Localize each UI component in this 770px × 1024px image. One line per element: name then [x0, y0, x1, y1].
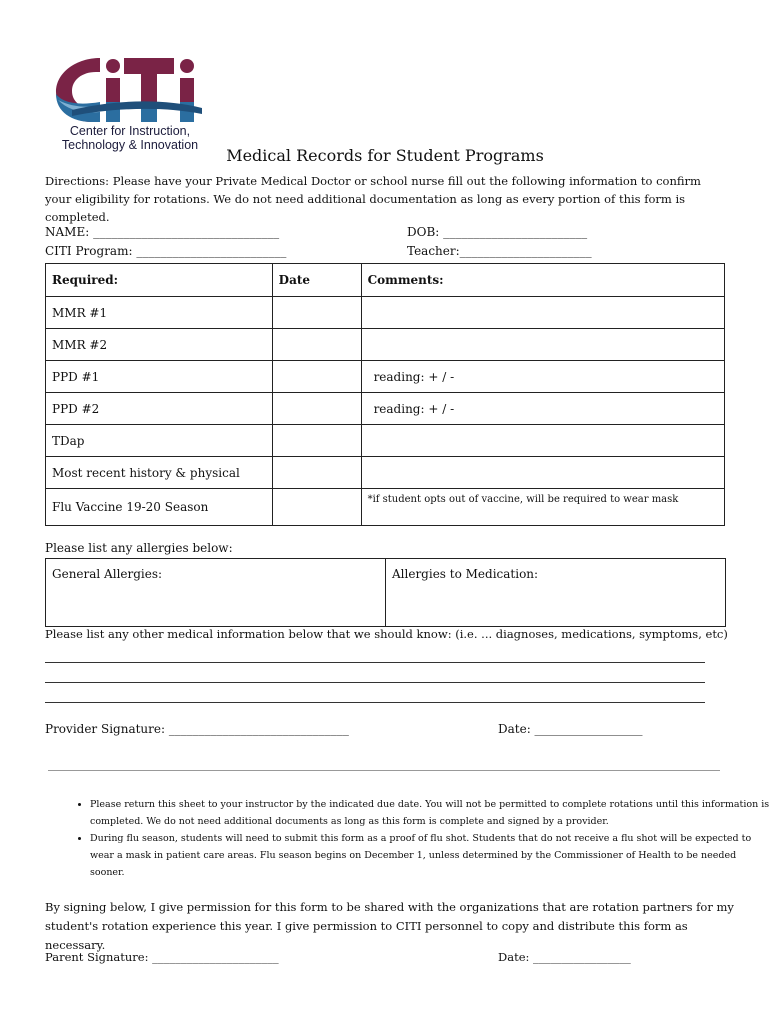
allergies-prompt: Please list any allergies below: — [45, 541, 233, 555]
teacher-field[interactable]: Teacher:______________________ — [407, 244, 592, 258]
date-cell[interactable] — [272, 457, 361, 489]
consent-text: By signing below, I give permission for this form to be shared with the organizations that are rotation partners for my student's rotation experience this year. I give permission to CITI personnel to copy and distribute this form as necessary. — [45, 900, 734, 952]
tagline-line-2: Technology & Innovation — [61, 138, 199, 152]
tagline-line-1: Center for Instruction, — [69, 124, 191, 138]
requirement-label: Most recent history & physical — [46, 457, 273, 489]
requirement-label: MMR #2 — [46, 329, 273, 361]
table-row — [46, 361, 725, 393]
comment-cell[interactable] — [361, 425, 724, 457]
requirement-label: MMR #1 — [46, 297, 273, 329]
table-header-row — [46, 264, 725, 297]
parent-date-field[interactable]: Date: _________________ — [498, 950, 631, 964]
date-cell[interactable] — [272, 361, 361, 393]
requirement-label: PPD #2 — [46, 393, 273, 425]
comment-cell[interactable] — [361, 329, 724, 361]
date-cell[interactable] — [272, 393, 361, 425]
table-row — [46, 297, 725, 329]
allergies-box — [45, 558, 726, 627]
comment-cell[interactable] — [361, 297, 724, 329]
header-required: Required: — [46, 264, 273, 297]
note-item: • During flu season, students will need to submit this form as a proof of flu shot. Students that do not receive a flu shot will be expected to wear a mask in patient care areas. Flu season begins on December 1, unless determined by the Commissioner of Health to be needed sooner. — [90, 830, 770, 881]
parent-signature-field[interactable]: Parent Signature: ______________________ — [45, 950, 279, 964]
blank-line[interactable] — [45, 665, 705, 683]
medication-allergies-field[interactable] — [386, 559, 725, 626]
provider-date-field[interactable]: Date: __________________ — [498, 722, 643, 736]
comment-cell[interactable]: reading: + / - — [361, 361, 724, 393]
table-row — [46, 329, 725, 361]
requirements-table — [45, 263, 725, 526]
comment-cell[interactable]: reading: + / - — [361, 393, 724, 425]
table-row — [46, 425, 725, 457]
table-row — [46, 457, 725, 489]
blank-line[interactable] — [45, 685, 705, 703]
medication-allergies-label: Allergies to Medication: — [392, 567, 539, 581]
requirement-label: TDap — [46, 425, 273, 457]
divider — [48, 770, 720, 771]
requirement-label: PPD #1 — [46, 361, 273, 393]
page-title: Medical Records for Student Programs — [226, 146, 544, 165]
other-info-lines[interactable] — [45, 645, 705, 705]
header-date: Date — [272, 264, 361, 297]
date-cell[interactable] — [272, 297, 361, 329]
comment-cell[interactable]: *if student opts out of vaccine, will be required to wear mask — [361, 489, 724, 526]
note-item: • Please return this sheet to your instructor by the indicated due date. You will not be permitted to complete rotations until this information is completed. We do not need additional documents as long as this form is complete and signed by a provider. — [90, 796, 770, 830]
date-cell[interactable] — [272, 489, 361, 526]
date-cell[interactable] — [272, 425, 361, 457]
name-field[interactable]: NAME: _______________________________ — [45, 225, 280, 239]
table-row — [46, 489, 725, 526]
provider-signature-field[interactable]: Provider Signature: ______________________________ — [45, 722, 349, 736]
table-row — [46, 393, 725, 425]
dob-field[interactable]: DOB: ________________________ — [407, 225, 588, 239]
citi-program-field[interactable]: CITI Program: _________________________ — [45, 244, 287, 258]
general-allergies-label: General Allergies: — [52, 567, 163, 581]
general-allergies-field[interactable] — [46, 559, 386, 626]
comment-cell[interactable] — [361, 457, 724, 489]
directions-text: Directions: Please have your Private Medical Doctor or school nurse fill out the following information to confirm your eligibility for rotations. We do not need additional documentation as long as every portion of this form is completed. — [45, 174, 701, 224]
date-cell[interactable] — [272, 329, 361, 361]
requirement-label: Flu Vaccine 19-20 Season — [46, 489, 273, 526]
blank-line[interactable] — [45, 645, 705, 663]
notes-list — [45, 796, 770, 881]
header-comments: Comments: — [361, 264, 724, 297]
other-info-prompt: Please list any other medical information below that we should know: (i.e. ... diagnoses, medications, symptoms, etc) — [45, 627, 728, 641]
